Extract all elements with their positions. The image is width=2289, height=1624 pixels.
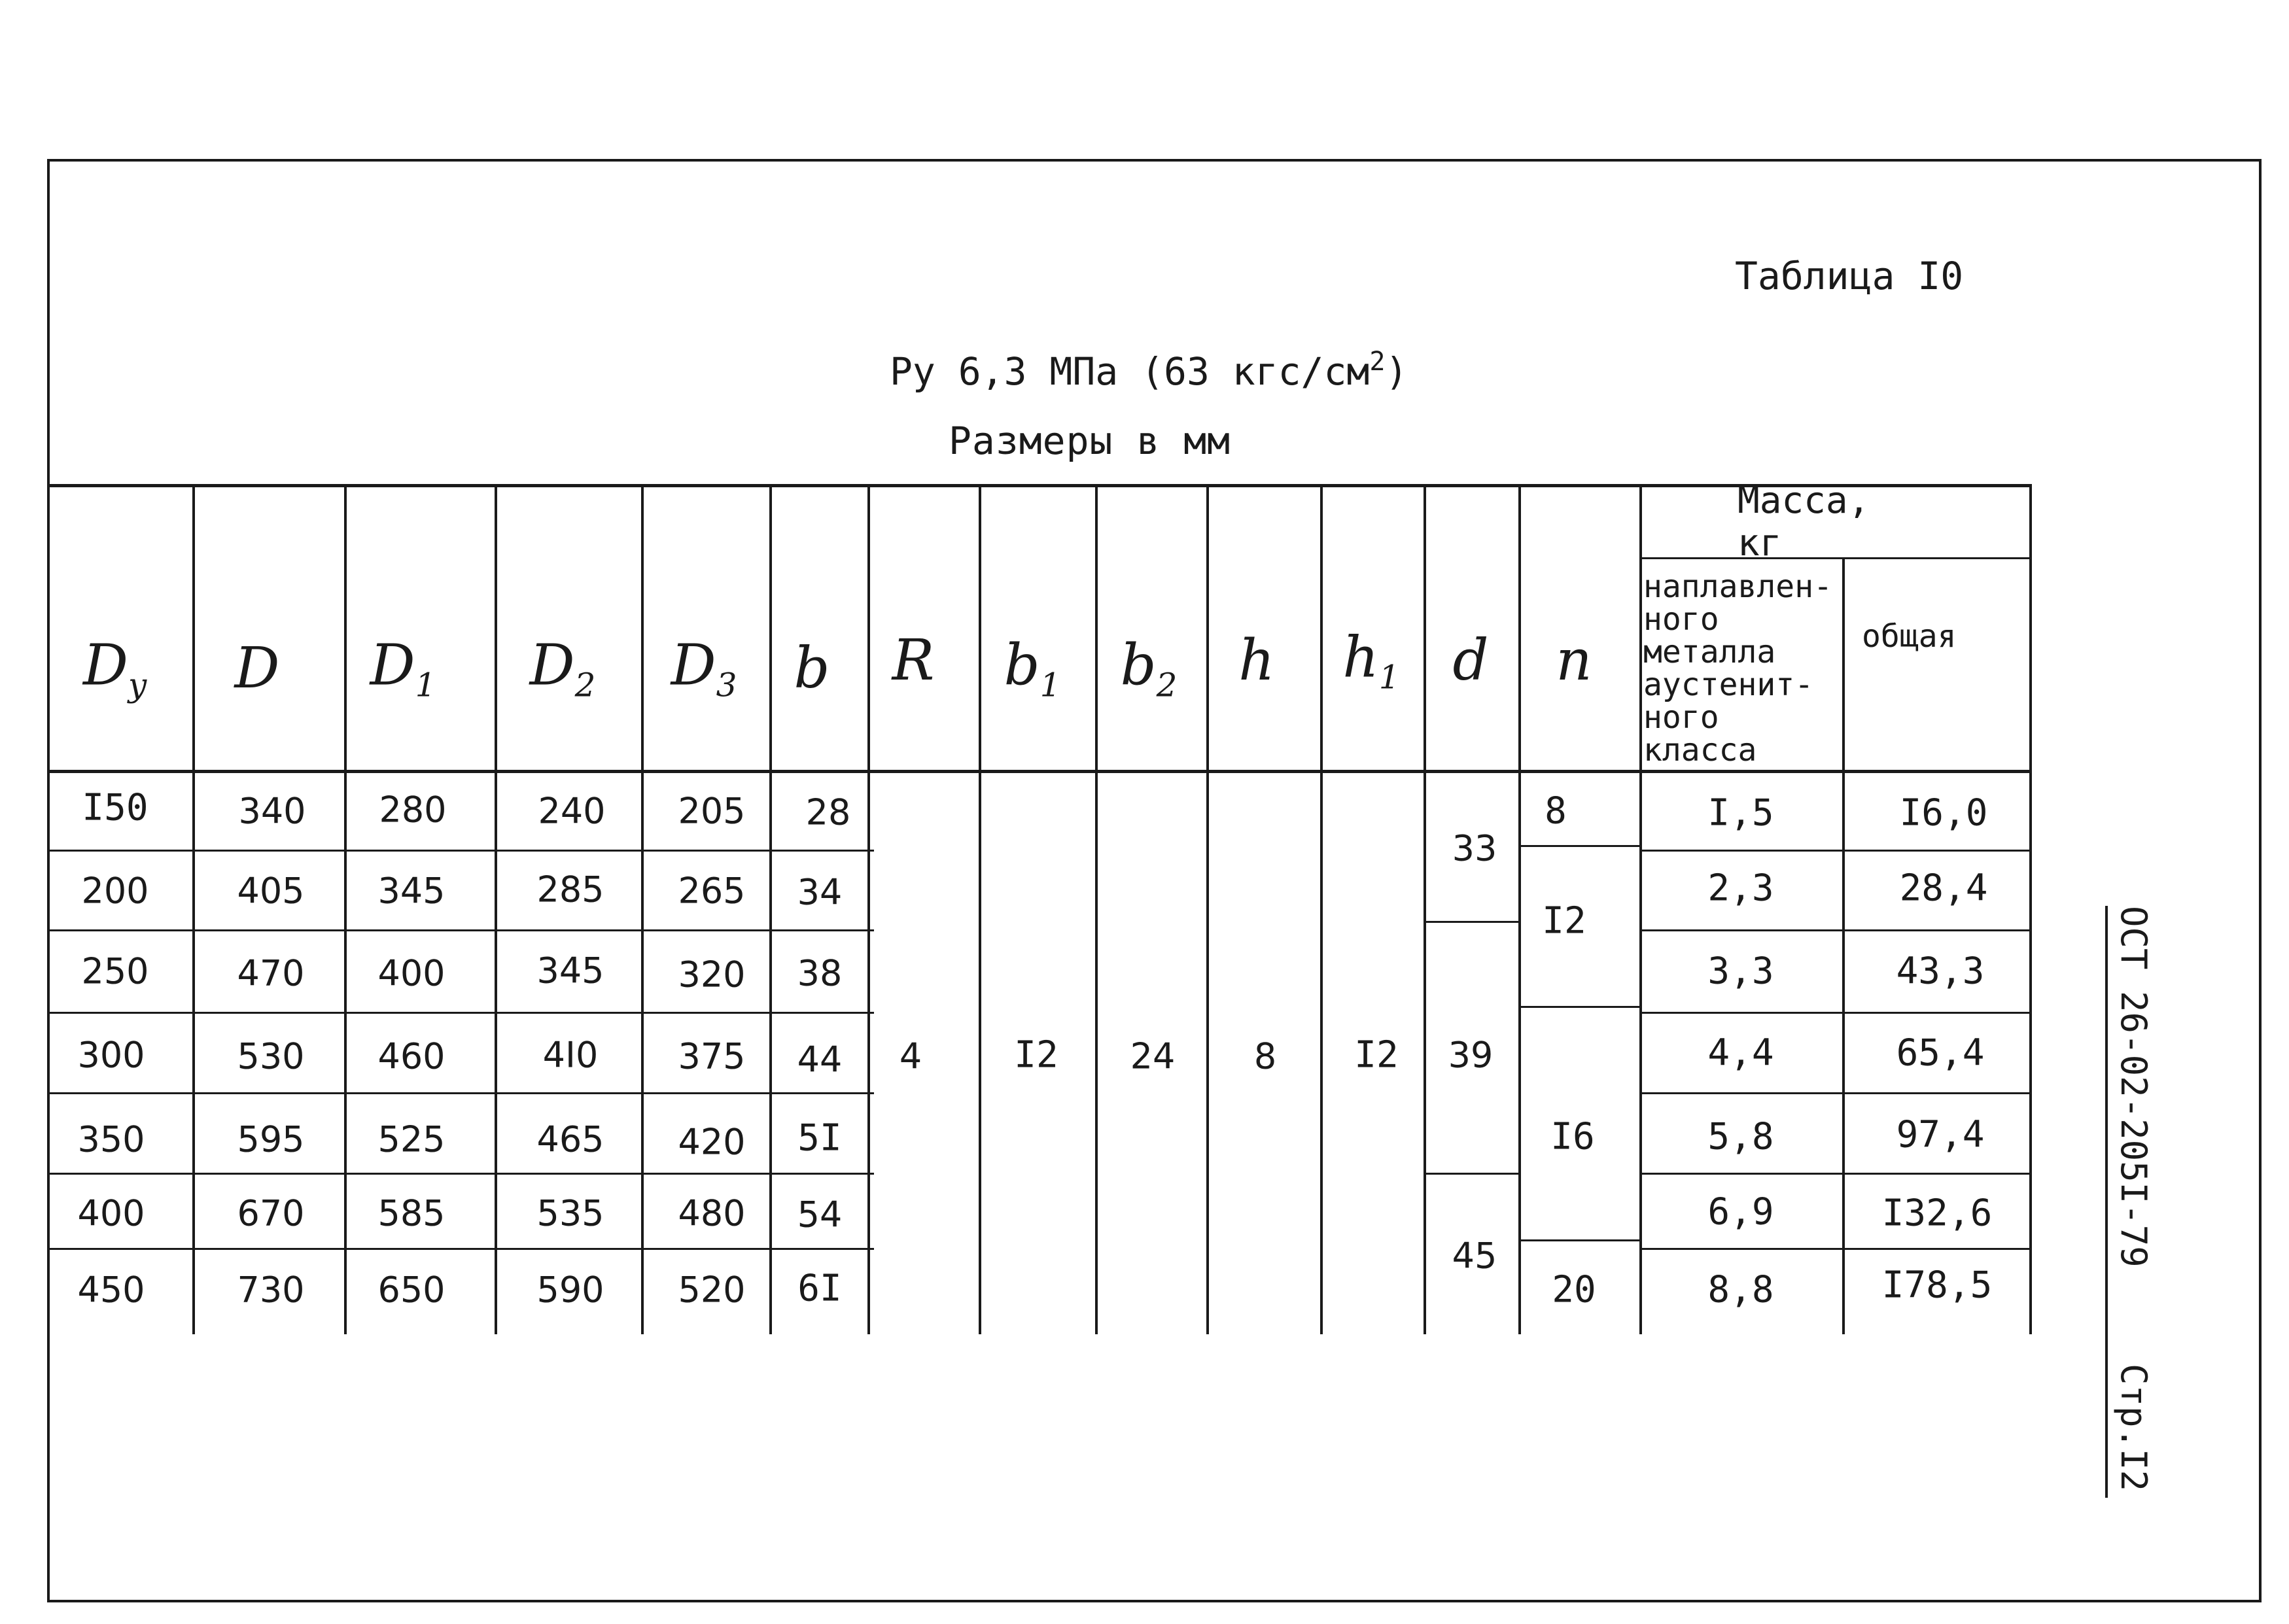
cell-dy: 350: [77, 1118, 145, 1160]
pressure-exponent: 2: [1369, 347, 1386, 377]
cell-d1: 585: [377, 1192, 446, 1234]
header-mass-weld: наплавлен- ного металла аустенит- ного класса: [1643, 568, 1832, 769]
document-code: ОСТ 26-02-205I-79: [2113, 906, 2154, 1268]
cell-b: 6I: [797, 1267, 842, 1310]
cell-d2: 590: [536, 1269, 604, 1311]
cell-dy: 400: [77, 1192, 145, 1234]
cell-dy: 250: [81, 950, 149, 992]
cell-total: I6,0: [1899, 791, 1988, 835]
header-mass-total: общая: [1862, 618, 1957, 655]
cell-d: 670: [237, 1192, 305, 1234]
row-divider: [1639, 1012, 2032, 1014]
header-d3: $D_3$: [671, 632, 737, 704]
cell-d3: 320: [678, 954, 746, 995]
row-divider: [1639, 850, 2032, 852]
cell-d3: 265: [678, 870, 746, 912]
row-divider: [50, 929, 874, 931]
pressure-rating: [890, 347, 1408, 394]
row-divider: [1639, 1173, 2032, 1175]
row-divider: [50, 1092, 874, 1094]
column-divider: [1518, 484, 1521, 1334]
row-divider: [1639, 929, 2032, 931]
row-divider: [1639, 1248, 2032, 1250]
column-divider: [1095, 484, 1098, 1334]
column-divider: [1639, 484, 1642, 1334]
cell-d3: 205: [678, 790, 746, 832]
cell-b: 38: [797, 952, 843, 994]
header-r: R: [892, 628, 935, 693]
column-divider: [344, 484, 347, 1334]
cell-h-merged: 8: [1253, 1035, 1277, 1077]
header-d2: $D_2$: [529, 632, 596, 704]
d-group-divider: [1424, 1173, 1518, 1175]
row-divider: [50, 1248, 874, 1250]
header-h1: $h_1$: [1342, 625, 1400, 697]
cell-d1: 650: [377, 1269, 446, 1311]
cell-total: 65,4: [1896, 1031, 1985, 1075]
cell-dy: 200: [81, 870, 149, 912]
cell-total: 28,4: [1899, 867, 1988, 910]
table-top-border: [50, 484, 2032, 487]
cell-dd-group-1: 33: [1452, 827, 1497, 869]
header-bottom-border: [50, 770, 2032, 773]
header-mass: Масса, кг: [1738, 479, 1870, 564]
column-divider: [1320, 484, 1323, 1334]
cell-d: 470: [237, 952, 305, 994]
column-divider: [1206, 484, 1209, 1334]
cell-d: 405: [237, 870, 305, 912]
cell-d3: 480: [678, 1192, 746, 1234]
cell-total: 97,4: [1896, 1113, 1985, 1156]
page-number: Стр.I2: [2113, 1364, 2154, 1492]
n-group-divider: [1518, 1006, 1639, 1008]
cell-b: 44: [797, 1039, 843, 1080]
cell-d2: 465: [536, 1118, 604, 1160]
units-caption: Размеры в мм: [949, 419, 1231, 463]
column-divider: [641, 484, 644, 1334]
column-divider: [1842, 557, 1845, 1334]
cell-dd-group-3: 45: [1452, 1235, 1497, 1277]
column-divider: [2029, 484, 2032, 1334]
cell-d2: 535: [536, 1192, 604, 1234]
cell-n-group-3: I6: [1550, 1115, 1595, 1158]
d-group-divider: [1424, 921, 1518, 923]
cell-d2: 240: [538, 790, 606, 832]
column-divider: [1424, 484, 1426, 1334]
row-divider: [1639, 1092, 2032, 1094]
column-divider: [769, 484, 772, 1334]
cell-h1-merged: I2: [1354, 1033, 1399, 1077]
cell-d: 730: [237, 1269, 305, 1311]
header-b: b: [794, 636, 830, 701]
pressure-close: ): [1385, 349, 1408, 394]
cell-weld: 3,3: [1707, 950, 1774, 993]
cell-d3: 420: [678, 1121, 746, 1163]
pressure-text: Ру 6,3 МПа (63 кгс/см: [890, 349, 1370, 394]
header-d-hole: d: [1452, 628, 1489, 693]
table-number: Таблица I0: [1735, 254, 1964, 298]
row-divider: [50, 1012, 874, 1014]
cell-d: 530: [237, 1035, 305, 1077]
cell-weld: 6,9: [1707, 1190, 1774, 1234]
cell-weld: 8,8: [1707, 1268, 1774, 1311]
cell-d1: 460: [377, 1035, 446, 1077]
cell-b: 54: [797, 1194, 843, 1235]
cell-b: 34: [797, 871, 843, 913]
flange-dimensions-table: [50, 479, 2032, 1334]
n-group-divider: [1518, 1239, 1639, 1241]
n-group-divider: [1518, 845, 1639, 847]
cell-d2: 345: [536, 950, 604, 992]
row-divider: [50, 850, 874, 852]
cell-weld: 2,3: [1707, 867, 1774, 910]
cell-d1: 345: [377, 870, 446, 912]
header-h: h: [1238, 628, 1275, 693]
cell-d1: 400: [377, 952, 446, 994]
column-divider: [979, 484, 981, 1334]
cell-b1-merged: I2: [1014, 1033, 1058, 1077]
cell-d2: 4I0: [542, 1034, 599, 1076]
cell-d1: 525: [377, 1118, 446, 1160]
cell-d3: 375: [678, 1035, 746, 1077]
column-divider: [867, 484, 870, 1334]
header-dy: $D_у$: [83, 632, 147, 704]
header-d: D: [234, 636, 280, 701]
header-n: n: [1556, 628, 1592, 693]
cell-n-group-2: I2: [1542, 899, 1586, 942]
header-b1: $b_1$: [1004, 632, 1061, 704]
cell-n-group-4: 20: [1552, 1268, 1596, 1311]
cell-d2: 285: [536, 869, 604, 910]
cell-weld: 4,4: [1707, 1031, 1774, 1075]
cell-total: 43,3: [1896, 950, 1985, 993]
column-divider: [495, 484, 497, 1334]
cell-total: I32,6: [1881, 1192, 1993, 1235]
cell-dy: 450: [77, 1269, 145, 1311]
cell-total: I78,5: [1881, 1264, 1993, 1307]
cell-b: 28: [805, 791, 851, 833]
cell-dd-group-2: 39: [1448, 1034, 1494, 1076]
cell-d: 340: [238, 790, 306, 832]
cell-n-group-1: 8: [1545, 789, 1567, 833]
cell-b: 5I: [797, 1116, 842, 1160]
row-divider: [50, 1173, 874, 1175]
column-divider: [192, 484, 195, 1334]
side-stamp: [2105, 906, 2155, 1498]
header-d1: $D_1$: [370, 632, 436, 704]
cell-weld: 5,8: [1707, 1115, 1774, 1158]
cell-weld: I,5: [1707, 791, 1774, 835]
cell-dy: I50: [82, 786, 149, 829]
cell-dy: 300: [77, 1034, 145, 1076]
cell-b2-merged: 24: [1130, 1035, 1176, 1077]
cell-d: 595: [237, 1118, 305, 1160]
header-b2: $b_2$: [1120, 632, 1178, 704]
cell-d3: 520: [678, 1269, 746, 1311]
cell-d1: 280: [379, 789, 447, 831]
cell-r-merged: 4: [899, 1035, 922, 1077]
